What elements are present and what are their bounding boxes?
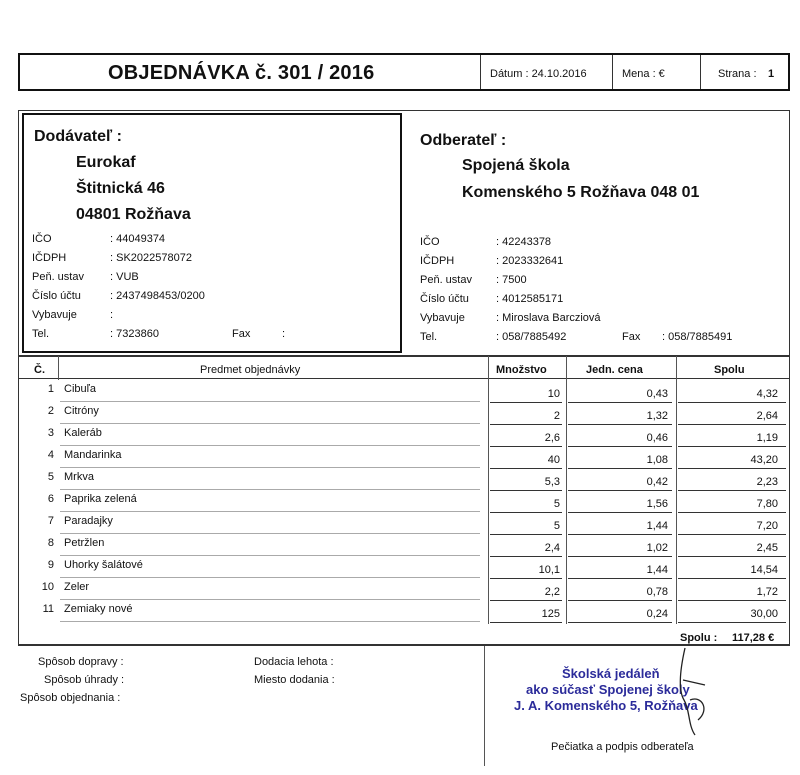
row-qty: 125 <box>541 608 560 620</box>
table-row <box>60 621 480 622</box>
cell-underline <box>490 578 562 579</box>
row-total: 7,20 <box>756 520 778 532</box>
row-price: 0,78 <box>646 586 668 598</box>
cell-underline <box>568 578 672 579</box>
supplier-handler: : <box>110 309 114 321</box>
grand-total-label: Spolu : <box>680 632 718 644</box>
row-qty: 5 <box>553 520 560 532</box>
delivery-place-label: Miesto dodania : <box>254 674 335 686</box>
row-total: 2,64 <box>756 410 778 422</box>
cell-underline <box>568 446 672 447</box>
cell-underline <box>678 622 786 623</box>
signature <box>650 640 730 750</box>
table-row <box>60 445 480 446</box>
row-number: 5 <box>47 471 54 483</box>
header-item: Predmet objednávky <box>200 364 301 376</box>
row-item: Kaleráb <box>64 427 102 439</box>
supplier-heading: Dodávateľ : <box>34 128 122 145</box>
column-divider <box>58 356 59 380</box>
row-item: Cibuľa <box>64 383 96 395</box>
customer-ico: : 42243378 <box>496 236 552 248</box>
cell-underline <box>678 424 786 425</box>
grand-total: 117,28 € <box>732 632 775 644</box>
cell-underline <box>490 512 562 513</box>
supplier-bank: : VUB <box>110 271 139 283</box>
table-row <box>60 533 480 534</box>
cell-underline <box>490 468 562 469</box>
cell-underline <box>678 512 786 513</box>
row-qty: 40 <box>547 454 560 466</box>
supplier-icdph: : SK2022578072 <box>110 252 192 264</box>
column-divider <box>566 356 567 624</box>
supplier-city: 04801 Rožňava <box>76 206 191 223</box>
supplier-street: Štitnická 46 <box>76 180 165 197</box>
row-item: Mandarinka <box>64 449 122 461</box>
header-separator <box>612 55 613 89</box>
cell-underline <box>490 600 562 601</box>
table-row <box>60 423 480 424</box>
row-price: 1,02 <box>646 542 668 554</box>
cell-underline <box>490 424 562 425</box>
footer-divider <box>484 646 485 766</box>
customer-heading: Odberateľ : <box>420 132 507 149</box>
row-number: 10 <box>41 581 54 593</box>
row-total: 30,00 <box>750 608 778 620</box>
row-qty: 10 <box>547 388 560 400</box>
cell-underline <box>678 446 786 447</box>
customer-tel: : 058/7885492 <box>496 331 567 343</box>
column-divider <box>676 356 677 624</box>
table-row <box>60 467 480 468</box>
table-row <box>60 599 480 600</box>
row-price: 0,42 <box>646 476 668 488</box>
row-total: 2,45 <box>756 542 778 554</box>
payment-label: Spôsob úhrady : <box>44 674 125 686</box>
cell-underline <box>568 424 672 425</box>
row-number: 6 <box>47 493 54 505</box>
row-number: 11 <box>42 603 54 615</box>
cell-underline <box>568 468 672 469</box>
document-title: OBJEDNÁVKA č. 301 / 2016 <box>108 62 375 84</box>
cell-underline <box>490 556 562 557</box>
row-item: Paprika zelená <box>64 493 137 505</box>
row-price: 0,24 <box>646 608 668 620</box>
table-header-divider <box>18 378 790 379</box>
supplier-name: Eurokaf <box>76 154 136 171</box>
cell-underline <box>568 600 672 601</box>
delivery-time-label: Dodacia lehota : <box>254 656 334 668</box>
signature-label: Pečiatka a podpis odberateľa <box>551 741 694 753</box>
customer-account: : 4012585171 <box>496 293 564 305</box>
header-separator <box>700 55 701 89</box>
supplier-ico: : 44049374 <box>110 233 166 245</box>
supplier-fax: : <box>282 328 286 340</box>
table-row <box>60 577 480 578</box>
row-price: 1,56 <box>646 498 668 510</box>
customer-tel-label: Tel. <box>420 331 438 343</box>
cell-underline <box>490 534 562 535</box>
header-no: Č. <box>34 364 45 376</box>
cell-underline <box>490 402 562 403</box>
supplier-box <box>22 113 402 353</box>
row-price: 0,43 <box>646 388 668 400</box>
row-item: Petržlen <box>64 537 105 549</box>
row-total: 2,23 <box>756 476 778 488</box>
supplier-ico-label: IČO <box>32 233 52 245</box>
supplier-account-label: Číslo účtu <box>32 290 81 302</box>
row-number: 8 <box>47 537 54 549</box>
row-price: 1,44 <box>646 520 668 532</box>
row-number: 2 <box>47 405 54 417</box>
row-total: 7,80 <box>756 498 778 510</box>
row-qty: 2,4 <box>544 542 560 554</box>
customer-icdph-label: IČDPH <box>420 255 455 267</box>
supplier-bank-label: Peň. ustav <box>32 271 84 283</box>
cell-underline <box>568 402 672 403</box>
customer-name: Spojená škola <box>462 157 570 174</box>
row-price: 0,46 <box>646 432 668 444</box>
row-item: Zemiaky nové <box>64 603 133 615</box>
page-label: Strana : <box>718 68 757 80</box>
cell-underline <box>568 534 672 535</box>
row-number: 4 <box>47 449 54 461</box>
row-price: 1,32 <box>646 410 668 422</box>
cell-underline <box>678 600 786 601</box>
currency: Mena : € <box>622 68 665 80</box>
customer-fax: : 058/7885491 <box>662 331 733 343</box>
cell-underline <box>490 490 562 491</box>
row-item: Mrkva <box>64 471 94 483</box>
header-price: Jedn. cena <box>586 364 643 376</box>
page-number: 1 <box>768 68 775 80</box>
cell-underline <box>568 512 672 513</box>
stamp-line: Školská jedáleň <box>562 666 660 681</box>
header-qty: Množstvo <box>496 364 547 376</box>
cell-underline <box>678 578 786 579</box>
row-qty: 10,1 <box>538 564 560 576</box>
cell-underline <box>678 402 786 403</box>
customer-account-label: Číslo účtu <box>420 293 469 305</box>
table-row <box>60 401 480 402</box>
row-total: 1,19 <box>756 432 778 444</box>
supplier-tel: : 7323860 <box>110 328 159 340</box>
supplier-fax-label: Fax <box>232 328 251 340</box>
customer-address: Komenského 5 Rožňava 048 01 <box>462 184 700 201</box>
table-row <box>60 489 480 490</box>
table-row <box>60 555 480 556</box>
customer-fax-label: Fax <box>622 331 641 343</box>
row-number: 3 <box>47 427 54 439</box>
cell-underline <box>678 490 786 491</box>
cell-underline <box>490 446 562 447</box>
customer-icdph: : 2023332641 <box>496 255 564 267</box>
customer-handler-label: Vybavuje <box>420 312 465 324</box>
supplier-account: : 2437498453/0200 <box>110 290 205 302</box>
cell-underline <box>678 556 786 557</box>
row-price: 1,08 <box>646 454 668 466</box>
row-total: 4,32 <box>756 388 778 400</box>
customer-handler: : Miroslava Barcziová <box>496 312 601 324</box>
row-price: 1,44 <box>646 564 668 576</box>
row-number: 7 <box>47 515 54 527</box>
row-qty: 2,2 <box>544 586 560 598</box>
row-qty: 5,3 <box>544 476 560 488</box>
customer-bank: : 7500 <box>496 274 527 286</box>
row-total: 43,20 <box>750 454 778 466</box>
row-total: 1,72 <box>756 586 778 598</box>
cell-underline <box>678 534 786 535</box>
cell-underline <box>568 490 672 491</box>
supplier-handler-label: Vybavuje <box>32 309 77 321</box>
customer-bank-label: Peň. ustav <box>420 274 472 286</box>
row-qty: 5 <box>553 498 560 510</box>
row-number: 9 <box>47 559 54 571</box>
row-total: 14,54 <box>750 564 778 576</box>
row-qty: 2 <box>553 410 560 422</box>
header-total: Spolu <box>714 364 745 376</box>
row-number: 1 <box>47 383 54 395</box>
row-item: Uhorky šalátové <box>64 559 143 571</box>
cell-underline <box>678 468 786 469</box>
cell-underline <box>568 622 672 623</box>
supplier-icdph-label: IČDPH <box>32 252 67 264</box>
row-item: Paradajky <box>64 515 113 527</box>
transport-label: Spôsob dopravy : <box>38 656 124 668</box>
row-qty: 2,6 <box>544 432 560 444</box>
stamp-line: ako súčasť Spojenej školy <box>526 682 690 697</box>
table-row <box>60 511 480 512</box>
supplier-tel-label: Tel. <box>32 328 50 340</box>
row-item: Zeler <box>64 581 90 593</box>
cell-underline <box>490 622 562 623</box>
order-date: Dátum : 24.10.2016 <box>490 68 587 80</box>
cell-underline <box>568 556 672 557</box>
customer-ico-label: IČO <box>420 236 440 248</box>
header-separator <box>480 55 481 89</box>
row-item: Citróny <box>64 405 99 417</box>
stamp-line: J. A. Komenského 5, Rožňava <box>514 698 698 713</box>
order-method-label: Spôsob objednania : <box>20 692 121 704</box>
column-divider <box>488 356 489 624</box>
